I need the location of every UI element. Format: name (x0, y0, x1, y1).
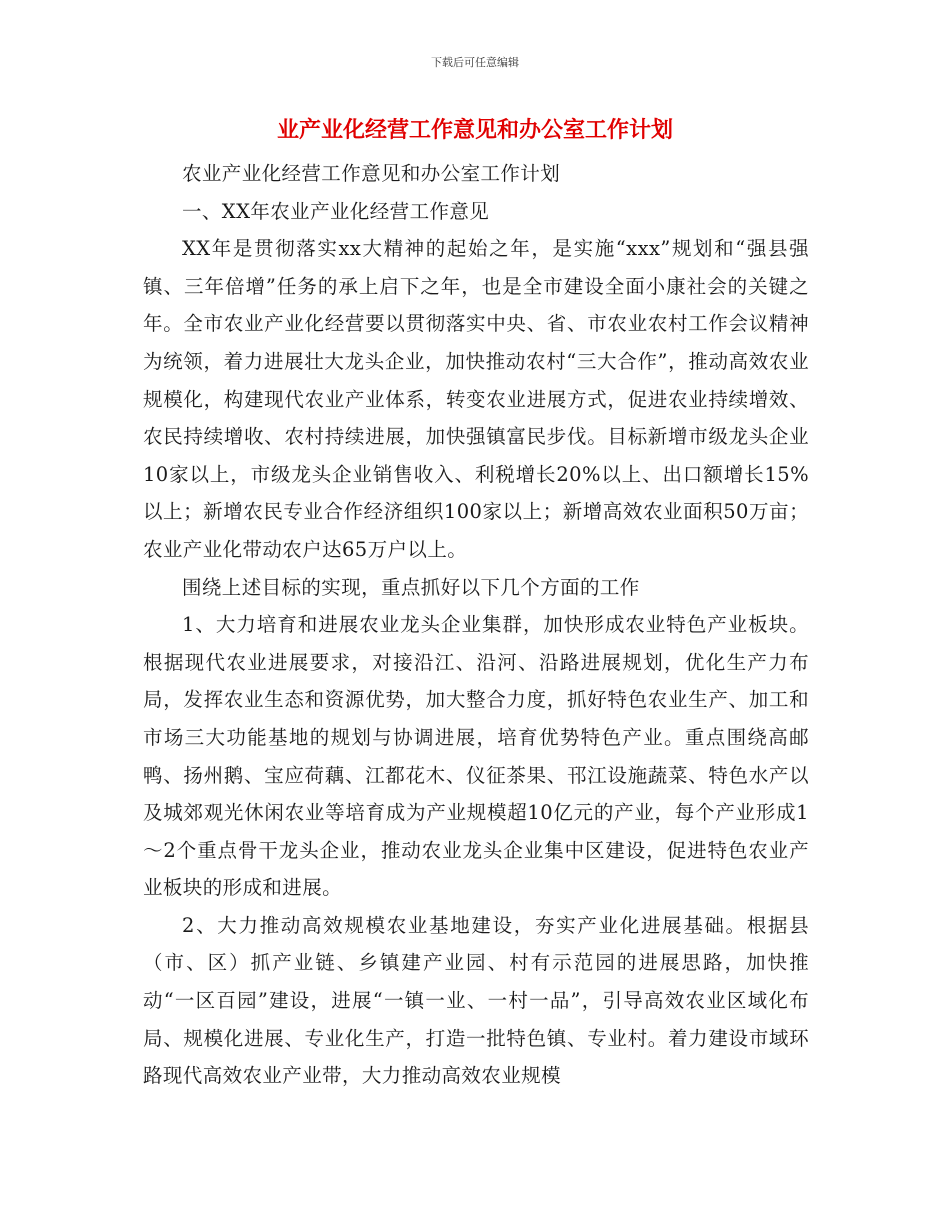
document-body (143, 155, 809, 1095)
document-title: 业产业化经营工作意见和办公室工作计划 (276, 117, 673, 143)
subtitle-paragraph: 农业产业化经营工作意见和办公室工作计划 (182, 162, 561, 185)
body-paragraph: 围绕上述目标的实现，重点抓好以下几个方面的工作 (182, 575, 640, 599)
header-note: 下载后可任意编辑 (431, 56, 519, 69)
section-heading: 一、XX年农业产业化经营工作意见 (182, 199, 490, 223)
body-paragraph: 2、大力推动高效规模农业基地建设，夯实产业化进展基础。根据县（市、区）抓产业链、乡镇建产业园、村有示范园的进展思路，加快推动“一区百园”建设，进展“一镇一业、一村一品”，引导高效农业区域化布局、规模化进展、专业化生产，打造一批特色镇、专业村。着力建设市域环路现代高效农业产业带，大力推动高效农业规模 (143, 913, 809, 1088)
body-paragraph: XX年是贯彻落实xx大精神的起始之年，是实施“xxx”规划和“强县强镇、三年倍增”任务的承上启下之年，也是全市建设全面小康社会的关键之年。全市农业产业化经营要以贯彻落实中央、省、市农业农村工作会议精神为统领，着力进展壮大龙头企业，加快推动农村“三大合作”，推动高效农业规模化，构建现代农业产业体系，转变农业进展方式，促进农业持续增效、农民持续增收、农村持续进展，加快强镇富民步伐。目标新增市级龙头企业10家以上，市级龙头企业销售收入、利税增长20%以上、出口额增长15%以上；新增农民专业合作经济组织100家以上；新增高效农业面积50万亩；农业产业化带动农户达65万户以上。 (143, 237, 809, 561)
body-paragraph: 1、大力培育和进展农业龙头企业集群，加快形成农业特色产业板块。根据现代农业进展要求，对接沿江、沿河、沿路进展规划，优化生产力布局，发挥农业生态和资源优势，加大整合力度，抓好特色农业生产、加工和市场三大功能基地的规划与协调进展，培育优势特色产业。重点围绕高邮鸭、扬州鹅、宝应荷藕、江都花木、仪征茶果、邗江设施蔬菜、特色水产以及城郊观光休闲农业等培育成为产业规模超10亿元的产业，每个产业形成1～2个重点骨干龙头企业，推动农业龙头企业集中区建设，促进特色农业产业板块的形成和进展。 (143, 613, 809, 900)
